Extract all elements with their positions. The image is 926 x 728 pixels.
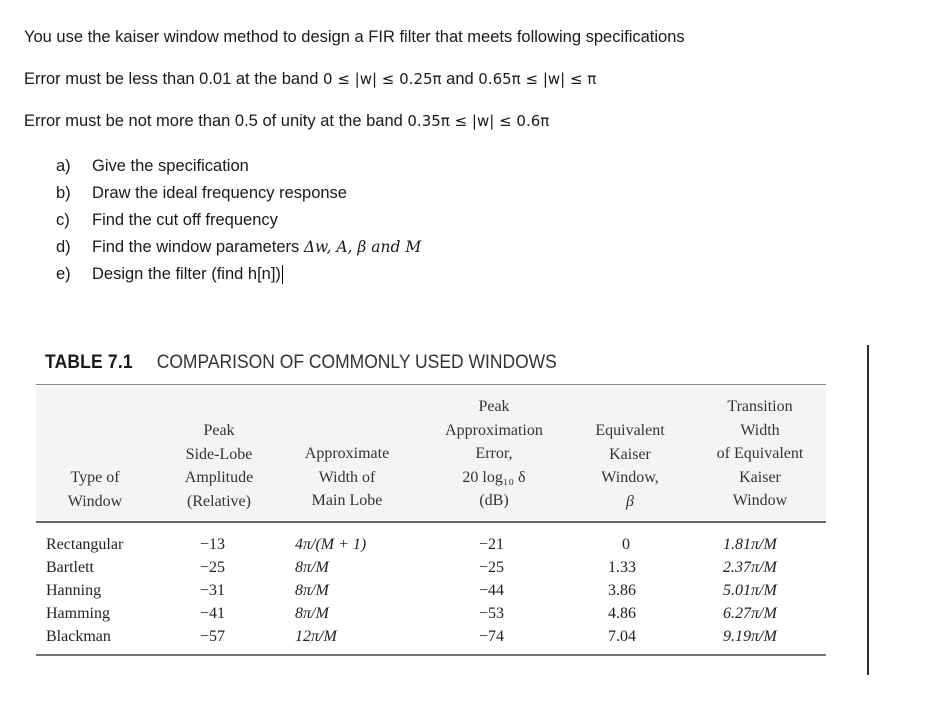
list-item: b) Draw the ideal frequency response xyxy=(56,184,347,202)
cell-sidelobe: −31 xyxy=(200,582,226,599)
header-sidelobe: Peak Side-Lobe Amplitude (Relative) xyxy=(184,422,254,510)
cell-mainlobe: 8π/M xyxy=(295,582,329,599)
spec1-text: Error must be less than 0.01 at the band xyxy=(24,70,324,88)
question-parts-list xyxy=(56,153,421,288)
table-header-rule xyxy=(36,521,826,523)
header-window-type: Type of Window xyxy=(67,469,123,510)
cell-transition: 5.01π/M xyxy=(723,582,777,599)
cell-transition: 6.27π/M xyxy=(723,605,777,622)
cell-error: −74 xyxy=(479,628,505,645)
spec-passband-line xyxy=(24,70,596,89)
list-item: e) Design the filter (find h[n]) xyxy=(56,265,281,283)
cell-type: Hamming xyxy=(46,605,110,622)
cell-type: Hanning xyxy=(46,582,102,599)
cell-beta: 4.86 xyxy=(608,605,636,622)
cell-sidelobe: −41 xyxy=(200,605,226,622)
cell-type: Rectangular xyxy=(46,536,124,553)
spec1-math-b: 0.65π ≤ |w| ≤ π xyxy=(478,70,597,88)
cell-error: −44 xyxy=(479,582,505,599)
spec1-and: and xyxy=(441,70,479,88)
table-top-rule xyxy=(36,384,826,385)
cell-sidelobe: −13 xyxy=(200,536,226,553)
spec-stopband-line xyxy=(24,112,549,131)
cell-beta: 1.33 xyxy=(608,559,636,576)
header-transition-width: Transition Width of Equivalent Kaiser Window xyxy=(716,398,804,509)
cell-beta: 7.04 xyxy=(608,628,636,645)
spec2-math: 0.35π ≤ |w| ≤ 0.6π xyxy=(407,112,550,130)
cell-beta: 3.86 xyxy=(608,582,636,599)
cell-transition: 2.37π/M xyxy=(723,559,777,576)
image-edge-rule xyxy=(867,345,869,675)
cell-beta: 0 xyxy=(622,536,630,553)
question-intro: You use the kaiser window method to design a FIR filter that meets following specifications xyxy=(24,28,685,46)
spec2-text: Error must be not more than 0.5 of unity at the band xyxy=(24,112,408,130)
cell-transition: 1.81π/M xyxy=(723,536,777,553)
header-peak-error: Peak Approximation Error, 20 log₁₀ δ (dB) xyxy=(445,398,543,509)
list-item: a) Give the specification xyxy=(56,157,249,175)
cell-transition: 9.19π/M xyxy=(723,628,777,645)
spec1-math-a: 0 ≤ |w| ≤ 0.25π xyxy=(323,70,442,88)
cell-mainlobe: 8π/M xyxy=(295,559,329,576)
table-caption xyxy=(45,352,557,374)
table-title: COMPARISON OF COMMONLY USED WINDOWS xyxy=(156,352,557,373)
cell-type: Bartlett xyxy=(46,559,94,576)
window-params-math: Δw, A, β and M xyxy=(303,238,422,256)
cell-error: −25 xyxy=(479,559,505,576)
text-cursor xyxy=(282,265,283,284)
cell-mainlobe: 12π/M xyxy=(295,628,337,645)
table-number: TABLE 7.1 xyxy=(45,352,133,373)
table-bottom-rule xyxy=(36,654,826,656)
window-comparison-table xyxy=(30,340,876,680)
cell-error: −21 xyxy=(479,536,505,553)
cell-error: −53 xyxy=(479,605,505,622)
list-item: c) Find the cut off frequency xyxy=(56,211,278,229)
cell-sidelobe: −25 xyxy=(200,559,226,576)
cell-type: Blackman xyxy=(46,628,111,645)
cell-mainlobe: 8π/M xyxy=(295,605,329,622)
list-item: d) Find the window parameters Δw, A, β and M xyxy=(56,238,422,256)
cell-sidelobe: −57 xyxy=(200,628,226,645)
header-mainlobe: Approximate Width of Main Lobe xyxy=(304,445,390,509)
header-kaiser-beta: Equivalent Kaiser Window, β xyxy=(595,422,665,510)
cell-mainlobe: 4π/(M + 1) xyxy=(295,536,367,553)
